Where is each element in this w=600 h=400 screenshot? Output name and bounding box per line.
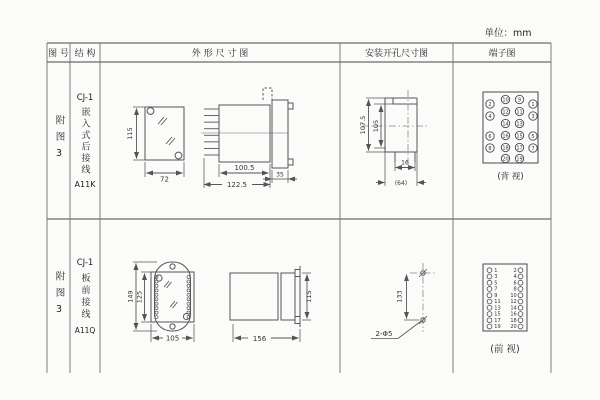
terminal-number: 5: [531, 133, 535, 140]
terminal-number: 15: [516, 133, 523, 140]
dim-outer-height: 107.5: [359, 115, 367, 135]
terminal-number: 12: [510, 299, 517, 306]
terminal-circle: [518, 305, 523, 310]
terminal-number: 20: [510, 324, 517, 331]
hatch-mark: [164, 281, 172, 288]
dim-overall-width: (64): [394, 180, 408, 187]
strip-dot: [187, 280, 190, 283]
terminal-pins: [204, 109, 219, 155]
row1-outline-side-view: [201, 88, 297, 189]
header-mounting: 安装开孔尺寸图: [364, 49, 428, 59]
terminal-number: 14: [502, 121, 509, 128]
terminal-circle: [487, 305, 492, 310]
row2-outline-side-view: [230, 266, 313, 343]
hatch-mark: [158, 117, 167, 125]
row2-mounting-holes: [371, 263, 436, 339]
terminal-number: 13: [494, 305, 501, 312]
terminal-number: 3: [531, 113, 535, 120]
dim-panel-depth: 35: [276, 171, 284, 179]
hatch-mark: [166, 137, 175, 145]
terminal-strip-dots: [155, 276, 190, 319]
terminal-number: 3: [494, 274, 498, 281]
terminal-circle: [487, 299, 492, 304]
dim-flange-width: 115: [304, 290, 313, 303]
terminal-number: 7: [531, 145, 535, 152]
strip-dot: [155, 311, 158, 314]
terminal-circle: [487, 287, 492, 292]
terminal-number: 9: [517, 97, 522, 104]
terminal-number: 6: [488, 133, 492, 140]
dim-flange-height: 149: [126, 290, 135, 303]
strip-dot: [155, 284, 158, 287]
terminal-circle: [487, 280, 492, 285]
strip-dot: [155, 298, 158, 301]
strip-dot: [187, 293, 190, 296]
terminal-number: 16: [510, 311, 517, 318]
terminal-circle: [487, 324, 492, 329]
dim-body-height: 125: [135, 290, 144, 304]
dim-body-length: 100.5: [234, 164, 255, 172]
terminal-circle: [518, 293, 523, 298]
structure-model: CJ-1: [76, 92, 94, 103]
row1-outline-front-view: [126, 107, 184, 184]
terminal-circle: [518, 274, 523, 279]
hatch-mark: [170, 301, 178, 308]
terminal-number: 1: [531, 101, 535, 108]
terminal-number: 4: [513, 274, 517, 281]
terminal-number: 2: [488, 101, 492, 108]
terminal-number: 19: [516, 156, 523, 163]
strip-dot: [187, 302, 190, 305]
terminal-number: 9: [494, 292, 498, 299]
terminal-number: 15: [494, 311, 501, 318]
row1-figure-no-cell: [47, 62, 70, 219]
row1-structure-cell: [70, 62, 100, 219]
dim-notch-width: 16: [401, 159, 409, 167]
row2-outline-front-view: [127, 262, 195, 343]
structure-code: A11Q: [74, 325, 96, 335]
strip-dot: [187, 276, 190, 279]
handle-dashed: [263, 88, 272, 100]
strip-dot: [155, 293, 158, 296]
terminal-number: 7: [494, 286, 498, 293]
dim-front-width: 105: [165, 334, 180, 343]
strip-dot: [155, 307, 158, 310]
strip-dot: [187, 307, 190, 310]
terminal-circle: [518, 324, 523, 329]
terminal-number: 10: [502, 97, 509, 104]
terminal-circle: [487, 318, 492, 323]
strip-dot: [155, 302, 158, 305]
dim-front-width: 72: [160, 175, 169, 184]
row1-mounting-cutout: [359, 90, 428, 187]
dim-total-length: 122.5: [226, 181, 248, 189]
terminal-number: 18: [502, 145, 509, 152]
figure-no-text: 附图3: [53, 115, 65, 166]
terminal-circle: [518, 312, 523, 317]
terminal-number: 8: [488, 145, 492, 152]
strip-dot: [155, 316, 158, 319]
unit-label: 单位：mm: [484, 28, 532, 39]
structure-type: 板前接线: [79, 272, 90, 321]
terminal-number: 17: [494, 317, 501, 324]
terminal-circle: [518, 280, 523, 285]
label-hole-callout: 2-Φ5: [375, 330, 393, 338]
terminal-number: 12: [502, 109, 509, 116]
structure-type: 嵌入式后接线: [79, 106, 90, 176]
strip-dot: [187, 298, 190, 301]
dim-front-height: 115: [126, 127, 134, 140]
terminal-number: 16: [502, 133, 509, 140]
terminal-circle: [518, 287, 523, 292]
strip-dot: [187, 284, 190, 287]
terminal-number: 19: [494, 324, 501, 331]
header-structure: 结 构: [74, 49, 96, 59]
dim-hole-spacing: 133: [395, 290, 404, 303]
terminal-number: 13: [516, 121, 523, 128]
terminal-number: 6: [513, 280, 517, 287]
terminal-circle: [518, 318, 523, 323]
terminal-number: 5: [494, 280, 498, 287]
terminal-circle: [487, 268, 492, 273]
terminal-number: 11: [516, 109, 523, 116]
terminal-number: 4: [488, 113, 492, 120]
terminal-number: 11: [494, 299, 501, 306]
row2-terminal-diagram: [483, 264, 527, 331]
terminal-number: 17: [516, 145, 523, 152]
strip-dot: [155, 289, 158, 292]
figure-no-text: 附图3: [53, 270, 65, 322]
terminal-number: 18: [510, 317, 517, 324]
header-outline: 外 形 尺 寸 图: [191, 49, 249, 59]
terminal-number: 20: [502, 156, 509, 163]
terminal-caption-front: (前 视): [490, 344, 520, 355]
terminal-number: 1: [494, 267, 498, 274]
dim-inner-height: 105: [372, 119, 380, 133]
terminal-number: 10: [510, 292, 517, 299]
terminal-circle: [487, 312, 492, 317]
dim-total-length: 156: [252, 334, 267, 343]
header-figure-no: 图 号: [48, 49, 69, 59]
terminal-circle: [518, 268, 523, 273]
row2-figure-no-cell: [47, 219, 70, 373]
row2-structure-cell: [70, 219, 100, 373]
structure-model: CJ-1: [76, 257, 94, 268]
strip-dot: [187, 289, 190, 292]
structure-code: A11K: [74, 179, 96, 189]
terminal-circle: [518, 299, 523, 304]
row1-terminal-diagram: [483, 92, 538, 163]
terminal-number: 8: [513, 286, 517, 293]
terminal-circle: [487, 274, 492, 279]
header-terminal: 端子图: [488, 49, 516, 59]
terminal-number: 14: [510, 305, 517, 312]
terminal-circle: [487, 293, 492, 298]
terminal-number: 2: [513, 267, 517, 274]
terminal-caption-back: (背 视): [497, 172, 524, 182]
